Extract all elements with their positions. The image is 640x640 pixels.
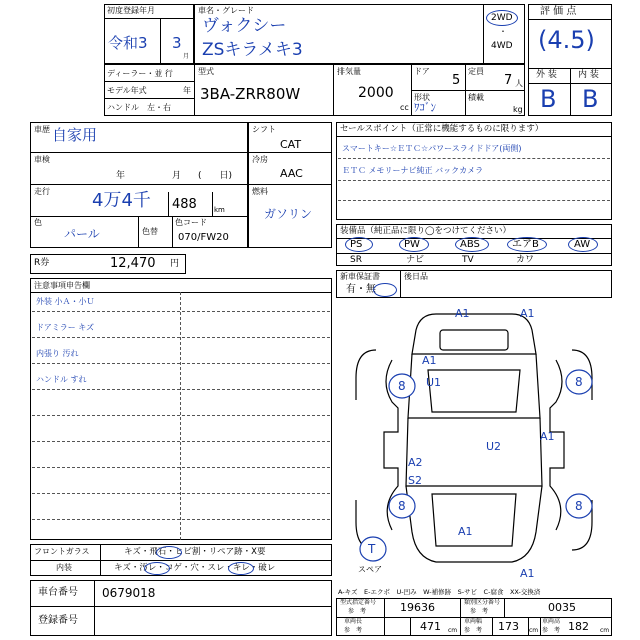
interior-label: 内装 xyxy=(56,563,72,572)
ac-value: AAC xyxy=(280,167,303,180)
warranty-label: 新車保証書 xyxy=(340,272,380,281)
ac-label: 冷房 xyxy=(252,155,268,164)
selling-points-title: セールスポイント（正常に機能するものに限ります） xyxy=(340,124,544,134)
equipment-title: 装備品（純正品に限り◯をつけてください） xyxy=(340,226,512,236)
drive-2wd: 2WD xyxy=(491,13,513,23)
damage-legend: A-キズ E-エクボ U-凹み W-補修跡 S-サビ C-腐食 XX-交換済 xyxy=(338,588,541,596)
note-line-1: 外装 小Ａ・小Ｕ xyxy=(36,297,95,306)
name-label: 車名・グレード xyxy=(198,6,254,15)
car-damage-diagram xyxy=(336,300,612,586)
score-value: (4.5) xyxy=(538,26,595,54)
reg-era: 令和3 xyxy=(108,34,148,52)
mileage-label: 走行 xyxy=(34,187,50,196)
mark-roof: U2 xyxy=(486,440,502,453)
score-label: 評 価 点 xyxy=(540,6,577,17)
grade: ZSキラメキ3 xyxy=(202,40,303,60)
spare-tire-mark: T xyxy=(368,542,376,556)
stain-circle xyxy=(144,562,170,575)
mark-tire-rl: 8 xyxy=(398,499,406,513)
notes-title: 注意事項申告欄 xyxy=(34,281,90,290)
mark-right-side: A1 xyxy=(540,430,555,443)
chassis-label: 車台番号 xyxy=(38,587,78,598)
color-label: 色 xyxy=(34,218,42,227)
mark-tire-rr: 8 xyxy=(575,499,583,513)
chip-circle xyxy=(156,546,182,559)
mark-rear-bumper: A1 xyxy=(520,567,535,580)
door-label: ドア xyxy=(414,67,430,76)
warranty-none-circle xyxy=(373,283,397,297)
drive-4wd: 4WD xyxy=(491,41,513,51)
class-number: 0035 xyxy=(548,601,576,614)
aw-circle xyxy=(568,237,598,252)
ext-label: 外 装 xyxy=(536,70,557,80)
shape: ﾜｺﾞﾝ xyxy=(414,101,436,114)
mileage-handwritten: 4万4千 xyxy=(92,190,151,211)
fuel-label: 燃料 xyxy=(252,187,268,196)
displacement: 2000 xyxy=(358,85,394,101)
ext-grade: B xyxy=(540,85,557,113)
recolor-label: 色替 xyxy=(142,227,158,236)
reg-label: 初度登録年月 xyxy=(107,6,155,15)
payload-label: 積載 xyxy=(468,93,484,102)
type-number: 19636 xyxy=(400,601,435,614)
front-glass-label: フロントガラス xyxy=(34,547,90,556)
note-line-3: 内張り 汚れ xyxy=(36,349,79,358)
model-label: 型式 xyxy=(198,67,214,76)
spare-label: スペア xyxy=(358,565,382,574)
mark-left-front-door: A1 xyxy=(422,354,437,367)
mark-tire-fl: 8 xyxy=(398,379,406,393)
shape-label: 形状 xyxy=(414,93,430,102)
reg-month: 3 xyxy=(172,34,182,52)
mark-tire-fr: 8 xyxy=(575,375,583,389)
selling-point-1: スマートキー☆ＥＴＣ☆パワースライドドア(両側) xyxy=(342,144,522,153)
mileage-number: 488 xyxy=(172,197,197,212)
notes-box xyxy=(30,278,332,540)
model-code: 3BA-ZRR80W xyxy=(200,85,301,103)
type-value: 自家用 xyxy=(52,126,98,144)
int-grade: B xyxy=(582,85,599,113)
interior-items: キズ・汚レ・コゲ・穴・スレ・キレ・破レ xyxy=(114,563,276,573)
int-label: 内 装 xyxy=(578,70,599,80)
later-label: 後日品 xyxy=(404,272,428,281)
type-label: 車歴 xyxy=(34,125,50,134)
shift-label: シフト xyxy=(252,125,276,134)
color-value: パール xyxy=(64,227,100,241)
front-glass-items: キズ・飛石・ヒビ割・リペア跡・X要 xyxy=(124,547,266,557)
recycle-box xyxy=(30,254,186,274)
mark-front-left: A1 xyxy=(455,307,470,320)
mark-left-rear-rust: S2 xyxy=(408,474,422,487)
mark-front-right: A1 xyxy=(520,307,535,320)
color-code: 070/FW20 xyxy=(178,232,229,243)
airbag-circle xyxy=(507,237,547,252)
note-line-2: ドアミラー キズ xyxy=(36,323,95,332)
color-code-label: 色コード xyxy=(175,218,207,227)
dealer-label: ディーラー・並 行 xyxy=(107,69,173,78)
length-value: 471 xyxy=(420,620,441,633)
chassis-number: 0679018 xyxy=(102,586,156,600)
pw-circle xyxy=(399,237,429,252)
recycle-amount: 12,470 xyxy=(110,256,156,271)
warranty-options: 有・無 xyxy=(346,284,376,295)
model-year-label: モデル年式 xyxy=(107,86,147,95)
handle-label: ハンドル 左・右 xyxy=(107,103,171,112)
mark-left-front-dent: U1 xyxy=(426,376,442,389)
shift-value: CAT xyxy=(280,138,302,151)
ps-circle xyxy=(345,237,373,252)
inspection-label: 車検 xyxy=(34,155,50,164)
reg-no-label: 登録番号 xyxy=(38,615,78,626)
abs-circle xyxy=(455,237,489,252)
car-name: ヴォクシー xyxy=(202,16,287,36)
displacement-label: 排気量 xyxy=(337,67,361,76)
mark-left-rear-scratch: A2 xyxy=(408,456,423,469)
capacity-label: 定員 xyxy=(468,67,484,76)
fuel-value: ガソリン xyxy=(264,207,313,221)
capacity: 7 xyxy=(504,73,513,88)
rub-circle xyxy=(228,562,254,575)
note-line-4: ハンドル すれ xyxy=(36,375,87,384)
doors: 5 xyxy=(452,73,461,88)
width-value: 173 xyxy=(498,620,519,633)
recycle-label: R券 xyxy=(34,258,50,268)
mark-rear-door: A1 xyxy=(458,525,473,538)
selling-point-2: ＥＴＣ メモリーナビ純正 バックカメラ xyxy=(342,166,484,175)
height-value: 182 xyxy=(568,620,589,633)
